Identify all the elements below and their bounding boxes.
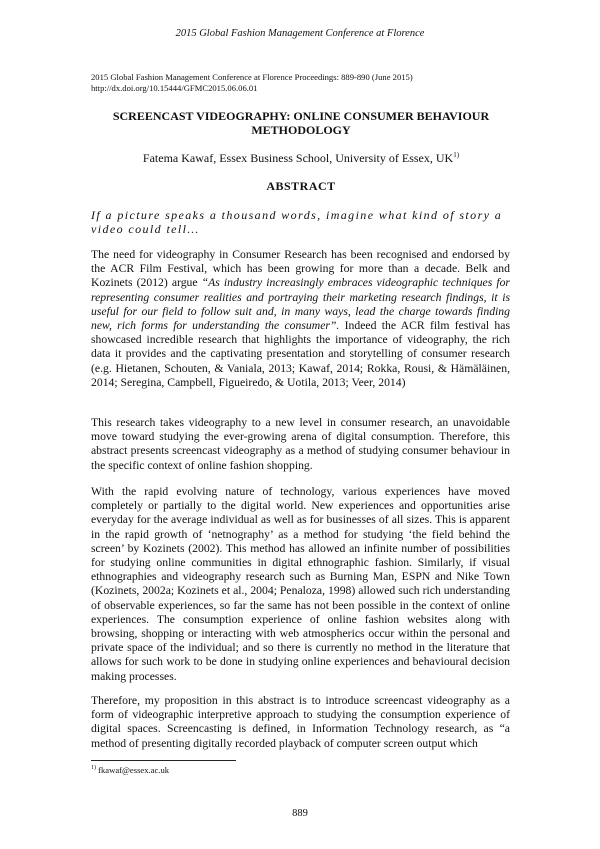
body-paragraph	[91, 248, 510, 390]
author-text: Fatema Kawaf, Essex Business School, University of Essex, UK	[142, 151, 454, 165]
abstract-heading: ABSTRACT	[266, 179, 336, 193]
paragraph-text: The need for videography in Consumer Research has been recognised and endorsed by the ACR Film Festival, which has been growing for more than a decade. Belk and Kozinets (2012) argue	[91, 248, 510, 290]
body-paragraph: This research takes videography to a new level in consumer research, an unavoidable move toward studying the ever-growing arena of digital consumption. Therefore, this abstract presents screencast videography as a method of studying consumer behaviour in the specific context of online fashion shopping.	[91, 416, 510, 472]
author-footnote-marker: 1)	[453, 151, 460, 159]
body-paragraph: Therefore, my proposition in this abstract is to introduce screencast videography as a form of videographic interpretive approach to studying the consumption experience of digital spaces. Screencasting is defined, in Information Technology research, as “a method of presenting digitally recorded playback of computer screen output which	[91, 694, 510, 750]
proceedings-line: 2015 Global Fashion Management Conference at Florence Proceedings: 889-890 (June 2015)	[91, 72, 413, 82]
footnote	[91, 765, 169, 775]
paper-title	[91, 109, 511, 137]
epigraph: If a picture speaks a thousand words, imagine what kind of story a video could tell…	[91, 208, 503, 236]
author-affiliation	[91, 151, 511, 166]
quotation: “As industry increasingly embraces videographic techniques for representing consumer realities and portraying their marketing research findings, it is useful for our field to follow suit and, in many ways, lead the charge towards finding new, rich forms for understanding the consumer”.	[91, 276, 510, 333]
footnote-email: fkawaf@essex.ac.uk	[96, 765, 170, 775]
footnote-divider	[91, 760, 236, 761]
proceedings-citation	[91, 72, 511, 93]
page-number: 889	[292, 808, 308, 819]
doi-link[interactable]: http://dx.doi.org/10.15444/GFMC2015.06.06.01	[91, 82, 258, 93]
paragraph-text: Indeed the ACR film festival has showcased incredible research that highlights the importance of videography, the rich data it provides and the captivating presentation and storytelling of consumer research (e.g. Hietanen, Schouten, & Vaniala, 2013; Kawaf, 2014; Rokka, Rousi, & Hämäläinen, 2014; Seregina, Campbell, Figueiredo, & Uotila, 2013; Veer, 2014)	[91, 319, 510, 389]
footnote-marker: 1)	[91, 765, 96, 772]
title-line: METHODOLOGY	[251, 123, 351, 137]
running-header: 2015 Global Fashion Management Conference at Florence	[175, 28, 425, 39]
title-line: SCREENCAST VIDEOGRAPHY: ONLINE CONSUMER BEHAVIOUR	[112, 109, 490, 123]
body-paragraph: With the rapid evolving nature of technology, various experiences have moved completely or partially to the digital world. New experiences and opportunities arise everyday for the average individual as well as for businesses of all sizes. This is apparent in the rapid growth of ‘netnography’ as a method for studying ‘the field behind the screen’ by Kozinets (2002). This method has allowed an infinite number of possibilities for studying online communities in digital ethnographic fashion. Similarly, if visual ethnographies and videography research such as Burning Man, ESPN and Nike Town (Kozinets, 2002a; Kozinets et al., 2004; Penaloza, 1998) allowed such rich understanding of observable experiences, so far the same has not been possible in the context of online experiences. The consumption experience of online fashion websites along with browsing, shopping or interacting with web atmospherics occur within the personal and private space of the individual; and so there is currently no method in the literature that allows for such work to be done in studying online experiences and behavioural decision making processes.	[91, 485, 510, 683]
